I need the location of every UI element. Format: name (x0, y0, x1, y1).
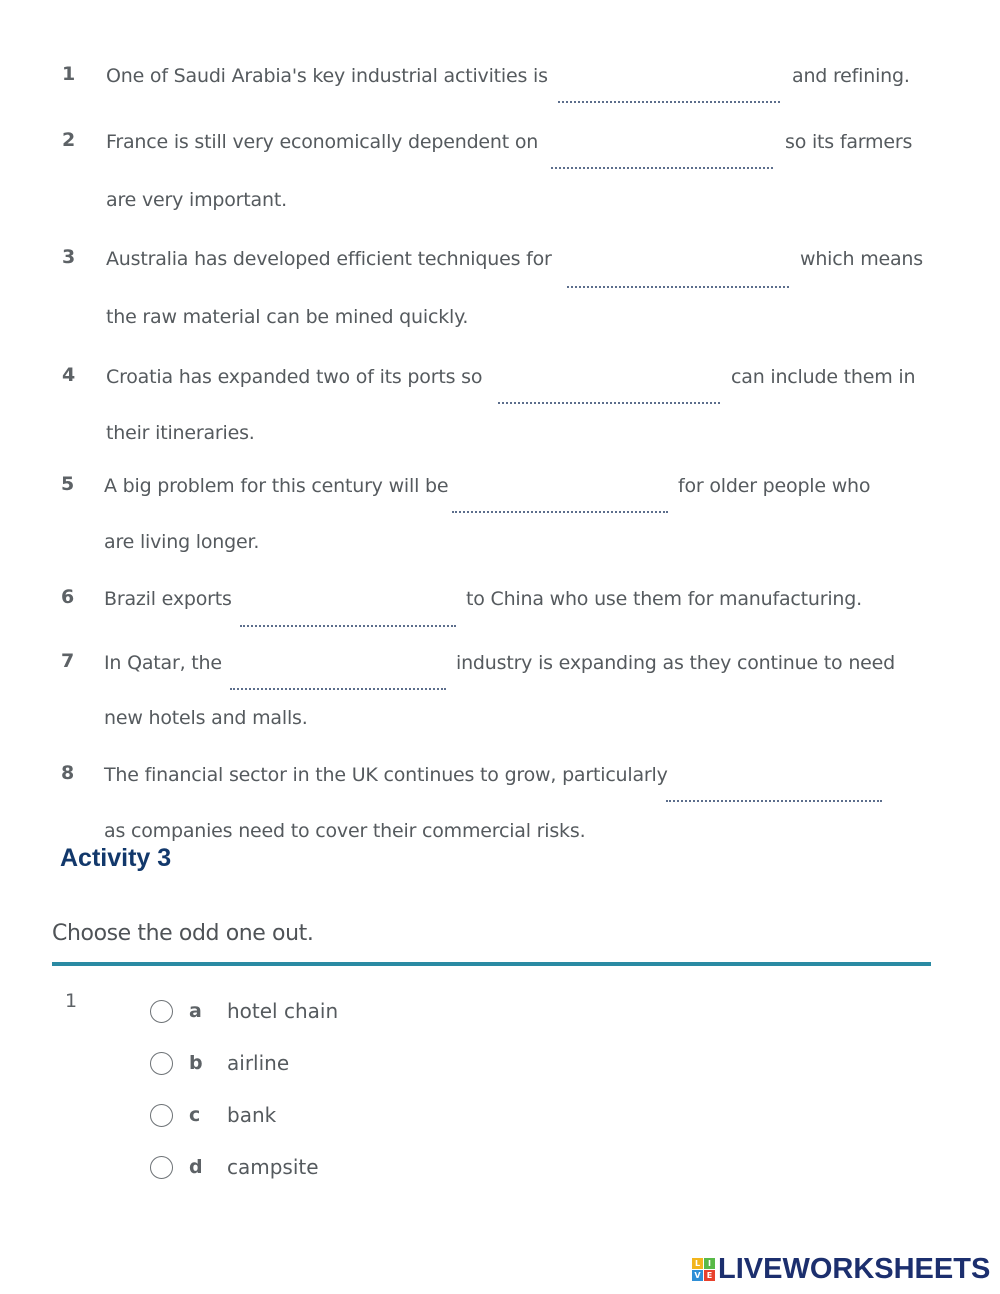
sentence-text: One of Saudi Arabia's key industrial activities is (106, 65, 548, 87)
item-number: 2 (62, 129, 76, 151)
logo-tile: I (704, 1258, 715, 1269)
sentence-text: Brazil exports (104, 588, 232, 610)
instruction-heading: Choose the odd one out. (52, 921, 314, 946)
answer-blank-3[interactable] (567, 264, 789, 288)
sentence-text: so its farmers (785, 131, 913, 153)
sentence-text: which means (800, 248, 923, 270)
option-text: hotel chain (227, 999, 339, 1023)
logo-tile: L (692, 1258, 703, 1269)
logo-tiles-icon (692, 1258, 715, 1281)
answer-blank-6[interactable] (240, 603, 456, 627)
sentence-text: their itineraries. (106, 422, 255, 444)
option-c[interactable] (150, 1100, 276, 1130)
option-a[interactable] (150, 996, 338, 1026)
option-letter: c (189, 1104, 201, 1126)
answer-blank-8[interactable] (666, 778, 882, 802)
logo-text: LIVEWORKSHEETS (718, 1253, 991, 1285)
answer-blank-2[interactable] (551, 145, 773, 169)
logo-tile: E (704, 1270, 715, 1281)
item-number: 3 (62, 246, 76, 268)
sentence-text: are living longer. (104, 531, 260, 553)
item-number: 5 (61, 473, 75, 495)
item-number: 4 (62, 364, 76, 386)
radio-button[interactable] (150, 1000, 173, 1023)
sentence-text: In Qatar, the (104, 652, 222, 674)
logo-tile: V (692, 1270, 703, 1281)
sentence-text: are very important. (106, 189, 287, 211)
radio-button[interactable] (150, 1104, 173, 1127)
answer-blank-7[interactable] (230, 666, 446, 690)
sentence-text: to China who use them for manufacturing. (466, 588, 862, 610)
sentence-text: new hotels and malls. (104, 707, 308, 729)
radio-button[interactable] (150, 1156, 173, 1179)
sentence-text: Australia has developed efficient techniques for (106, 248, 552, 270)
sentence-text: France is still very economically dependent on (106, 131, 539, 153)
question-number: 1 (65, 990, 78, 1012)
item-number: 7 (61, 650, 75, 672)
sentence-text: and refining. (792, 65, 910, 87)
option-letter: b (189, 1052, 203, 1074)
option-letter: d (189, 1156, 203, 1178)
sentence-text: The financial sector in the UK continues to grow, particularly (104, 764, 668, 786)
option-b[interactable] (150, 1048, 289, 1078)
item-number: 6 (61, 586, 75, 608)
sentence-text: industry is expanding as they continue to need (456, 652, 896, 674)
sentence-text: the raw material can be mined quickly. (106, 306, 469, 328)
activity-title: Activity 3 (60, 844, 172, 872)
answer-blank-1[interactable] (558, 79, 780, 103)
answer-blank-5[interactable] (452, 489, 668, 513)
sentence-text: as companies need to cover their commercial risks. (104, 820, 586, 842)
option-text: airline (227, 1051, 290, 1075)
answer-blank-4[interactable] (498, 380, 720, 404)
option-letter: a (189, 1000, 202, 1022)
option-text: bank (227, 1103, 277, 1127)
sentence-text: A big problem for this century will be (104, 475, 449, 497)
liveworksheets-logo (692, 1253, 990, 1286)
sentence-text: Croatia has expanded two of its ports so (106, 366, 483, 388)
sentence-text: for older people who (678, 475, 871, 497)
sentence-text: can include them in (731, 366, 916, 388)
item-number: 8 (61, 762, 75, 784)
option-text: campsite (227, 1155, 319, 1179)
item-number: 1 (62, 63, 76, 85)
option-d[interactable] (150, 1152, 319, 1182)
heading-divider (52, 962, 931, 966)
radio-button[interactable] (150, 1052, 173, 1075)
